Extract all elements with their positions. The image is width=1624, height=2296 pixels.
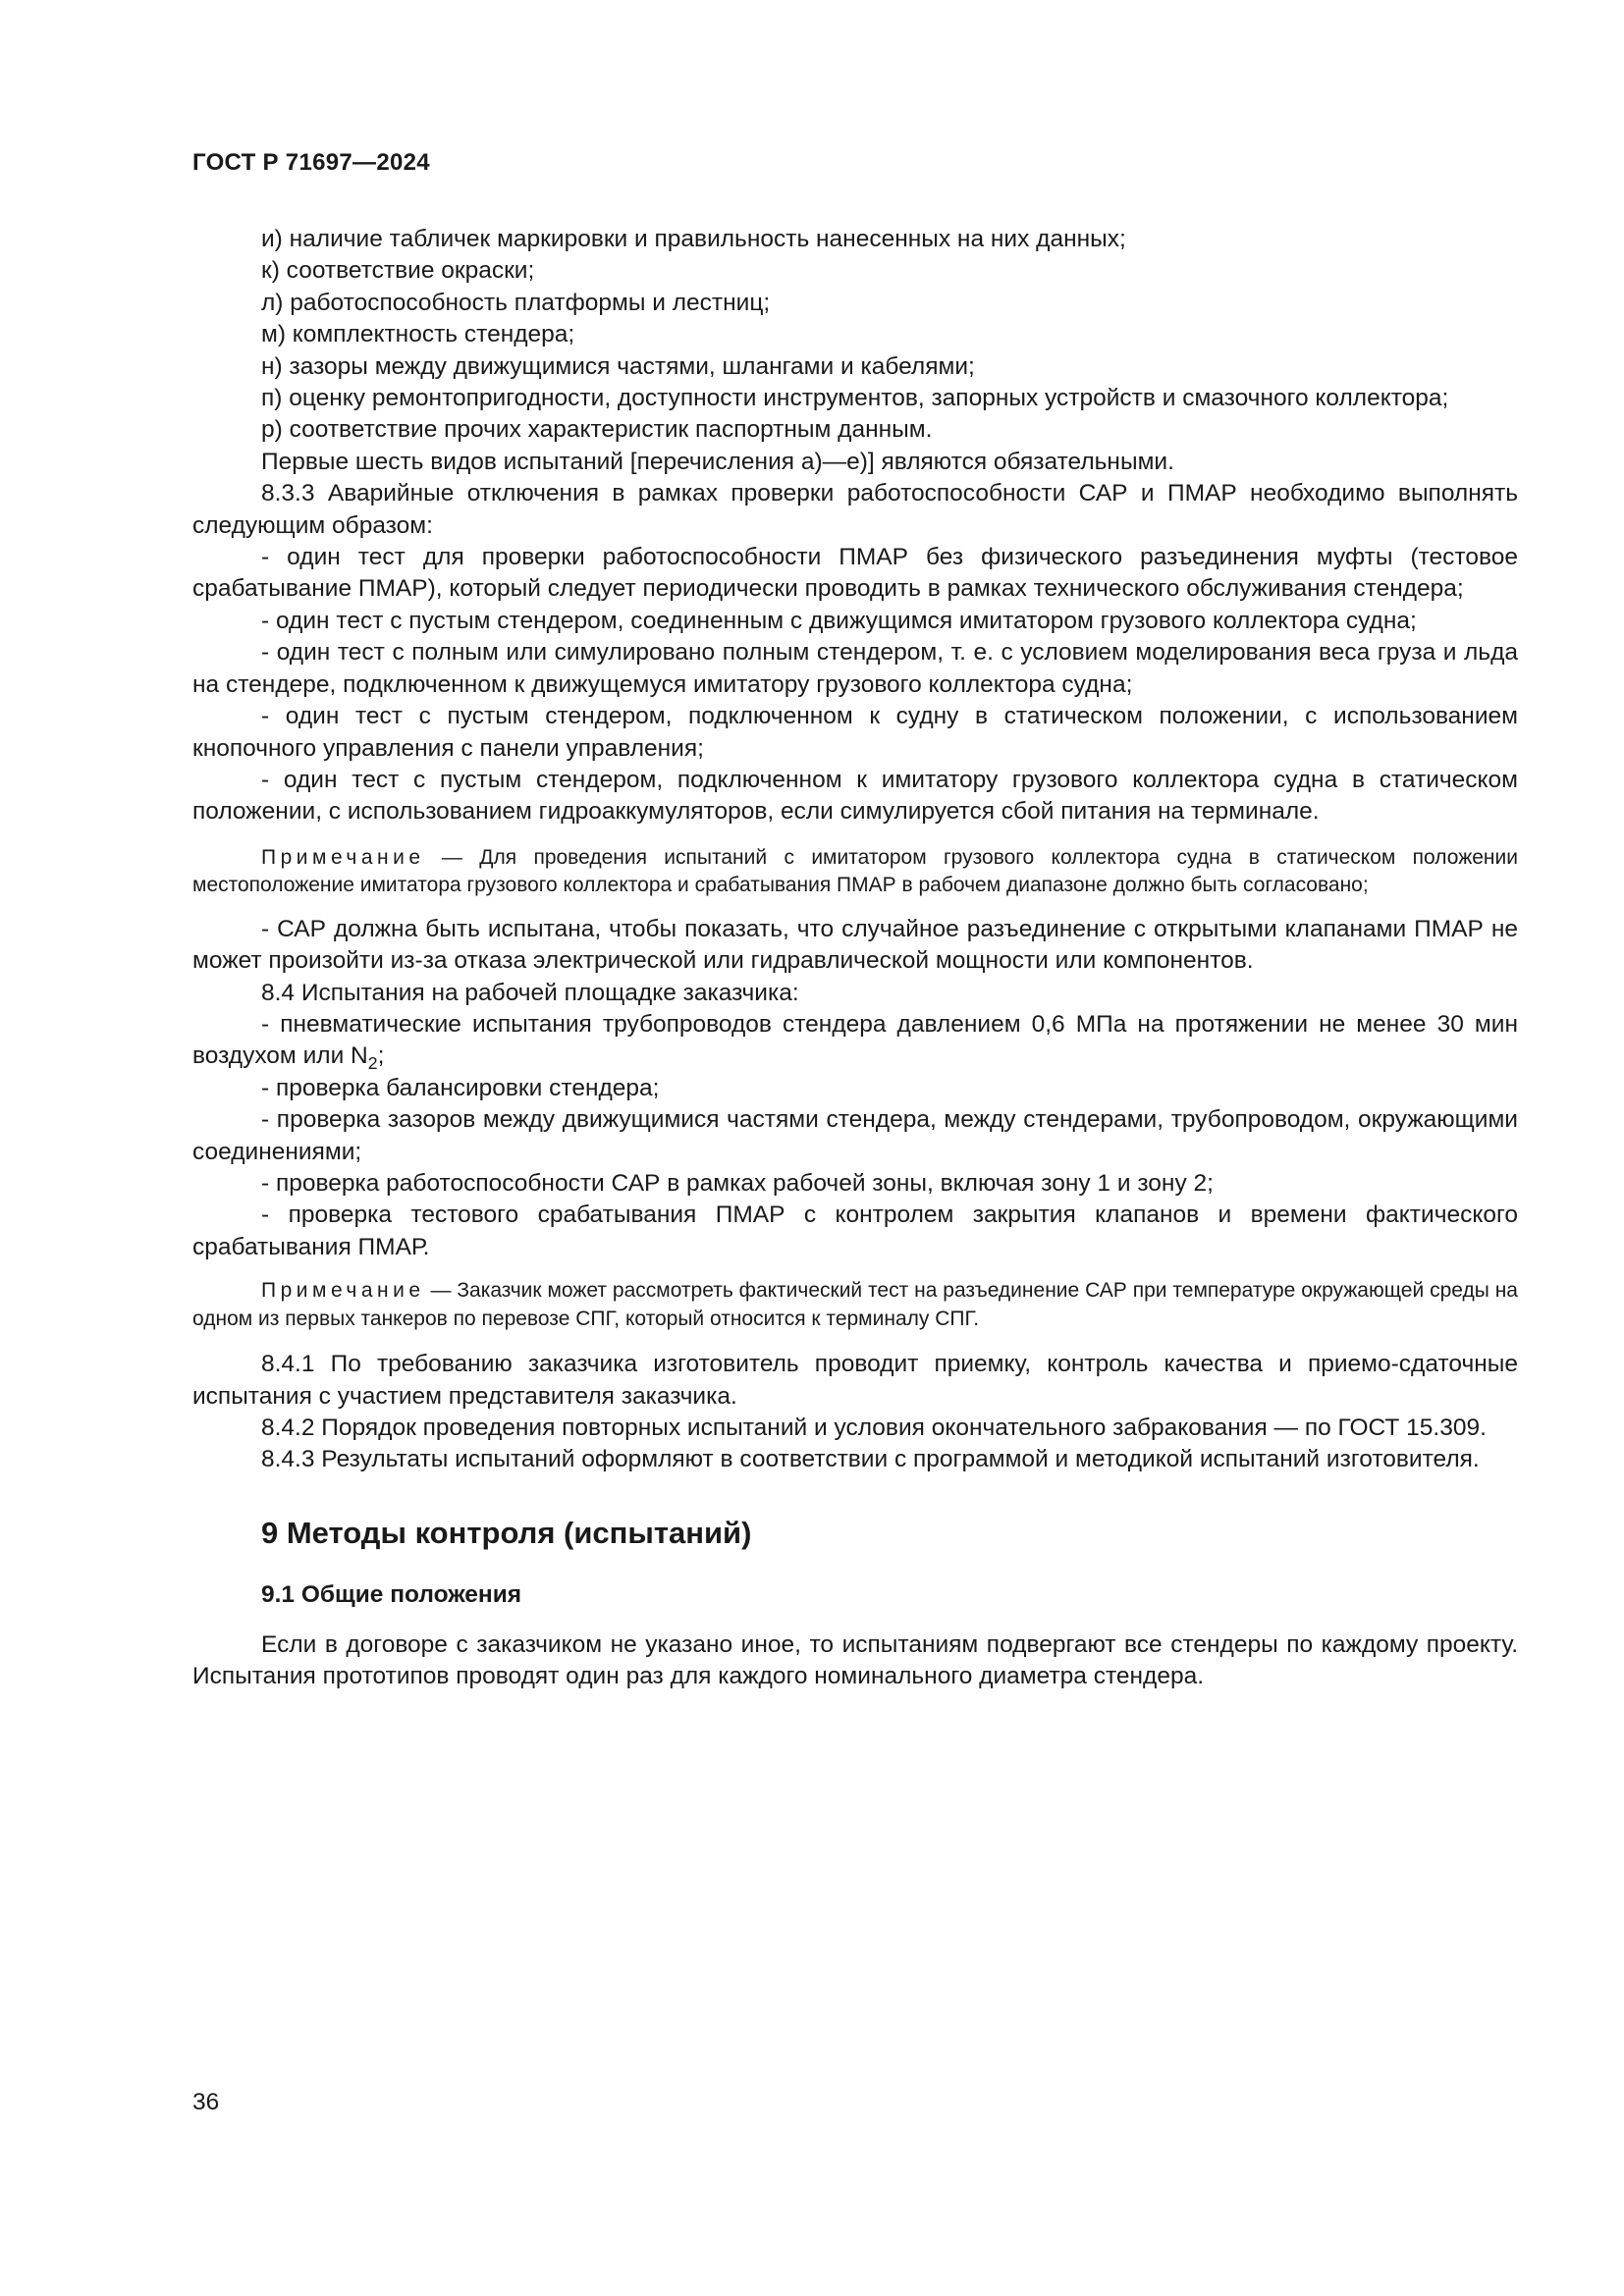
list-item-m: м) комплектность стендера; xyxy=(261,321,575,348)
site-test-item-3: - проверка зазоров между движущимися частями стендера, между стендерами, трубопроводом, окружающими соединениями; xyxy=(192,1106,1518,1165)
list-item-l: л) работоспособность платформы и лестниц; xyxy=(261,289,771,316)
list-item-k: к) соответствие окраски; xyxy=(261,257,535,285)
paragraph-8-4-3: 8.4.3 Результаты испытаний оформляют в соответствии с программой и методикой испытаний изготовителя. xyxy=(261,1446,1480,1473)
list-item-p: п) оценку ремонтопригодности, доступности инструментов, запорных устройств и смазочного коллектора; xyxy=(261,385,1449,412)
site-test-item-1-text: - пневматические испытания трубопроводов стендера давлением 0,6 МПа на протяжении не менее 30 мин воздухом или N xyxy=(192,1010,1518,1070)
paragraph-8-4-1: 8.4.1 По требованию заказчика изготовитель проводит приемку, контроль качества и приемо-сдаточные испытания с участием представителя заказчика. xyxy=(192,1351,1518,1410)
paragraph-8-4: 8.4 Испытания на рабочей площадке заказчика: xyxy=(261,979,799,1006)
paragraph-8-4-2: 8.4.2 Порядок проведения повторных испытаний и условия окончательного забракования — по ГОСТ 15.309. xyxy=(261,1415,1487,1441)
site-test-item-5: - проверка тестового срабатывания ПМАР с контролем закрытия клапанов и времени фактического срабатывания ПМАР. xyxy=(192,1201,1518,1260)
test-item-3: - один тест с полным или симулировано полным стендером, т. е. с условием моделирования веса груза и льда на стендере, подключенном к движущемуся имитатору грузового коллектора судна; xyxy=(192,639,1518,698)
note-2 xyxy=(192,1277,1518,1333)
note-label: Примечание xyxy=(261,1279,425,1303)
site-test-item-1-end: ; xyxy=(377,1042,385,1070)
paragraph-mandatory-tests: Первые шесть видов испытаний [перечисления а)—е)] являются обязательными. xyxy=(261,448,1174,475)
page-number: 36 xyxy=(192,2089,220,2115)
note-text: — Для проведения испытаний с имитатором грузового коллектора судна в статическом положении местоположение имитатора грузового коллектора и срабатывания ПМАР в рабочем диапазоне должно быть согласовано; xyxy=(192,845,1518,897)
paragraph-8-3-3: 8.3.3 Аварийные отключения в рамках проверки работоспособности САР и ПМАР необходимо выполнять следующим образом: xyxy=(192,480,1518,539)
list-item-r: р) соответствие прочих характеристик паспортным данным. xyxy=(261,416,933,444)
site-test-item-4: - проверка работоспособности САР в рамках рабочей зоны, включая зону 1 и зону 2; xyxy=(261,1169,1214,1197)
note-text: — Заказчик может рассмотреть фактический тест на разъединение САР при температуре окружающей среды на одном из первых танкеров по перевозе СПГ, который относится к терминалу СПГ. xyxy=(192,1279,1518,1330)
list-item-n: н) зазоры между движущимися частями, шлангами и кабелями; xyxy=(261,352,975,380)
sar-test-item: - САР должна быть испытана, чтобы показать, что случайное разъединение с открытыми клапанами ПМАР не может произойти из-за отказа электрической или гидравлической мощности или компонентов. xyxy=(192,915,1518,975)
document-header: ГОСТ Р 71697—2024 xyxy=(192,149,430,176)
note-label: Примечание xyxy=(261,845,425,869)
test-item-1: - один тест для проверки работоспособности ПМАР без физического разъединения муфты (тестовое срабатывание ПМАР), который следует периодически проводить в рамках технического обслуживания стендера; xyxy=(192,544,1518,603)
test-item-4: - один тест с пустым стендером, подключенном к судну в статическом положении, с использованием кнопочного управления с панели управления; xyxy=(192,703,1518,762)
section-9-1-title: 9.1 Общие положения xyxy=(261,1580,522,1608)
subscript: 2 xyxy=(367,1053,378,1074)
site-test-item-2: - проверка балансировки стендера; xyxy=(261,1074,660,1101)
document-body xyxy=(192,224,1518,1693)
test-item-5: - один тест с пустым стендером, подключенном к имитатору грузового коллектора судна в статическом положении, с использованием гидроаккумуляторов, если симулируется сбой питания на терминале. xyxy=(192,766,1518,826)
note-1 xyxy=(192,844,1518,900)
section-9-1-text: Если в договоре с заказчиком не указано иное, то испытаниям подвергают все стендеры по каждому проекту. Испытания прототипов проводят один раз для каждого номинального диаметра стендера. xyxy=(192,1630,1518,1690)
site-test-item-1 xyxy=(192,1009,1518,1073)
list-item-i: и) наличие табличек маркировки и правильность нанесенных на них данных; xyxy=(261,226,1126,252)
section-9-title: 9 Методы контроля (испытаний) xyxy=(261,1515,752,1550)
test-item-2: - один тест с пустым стендером, соединенным с движущимся имитатором грузового коллектора судна; xyxy=(261,607,1417,634)
